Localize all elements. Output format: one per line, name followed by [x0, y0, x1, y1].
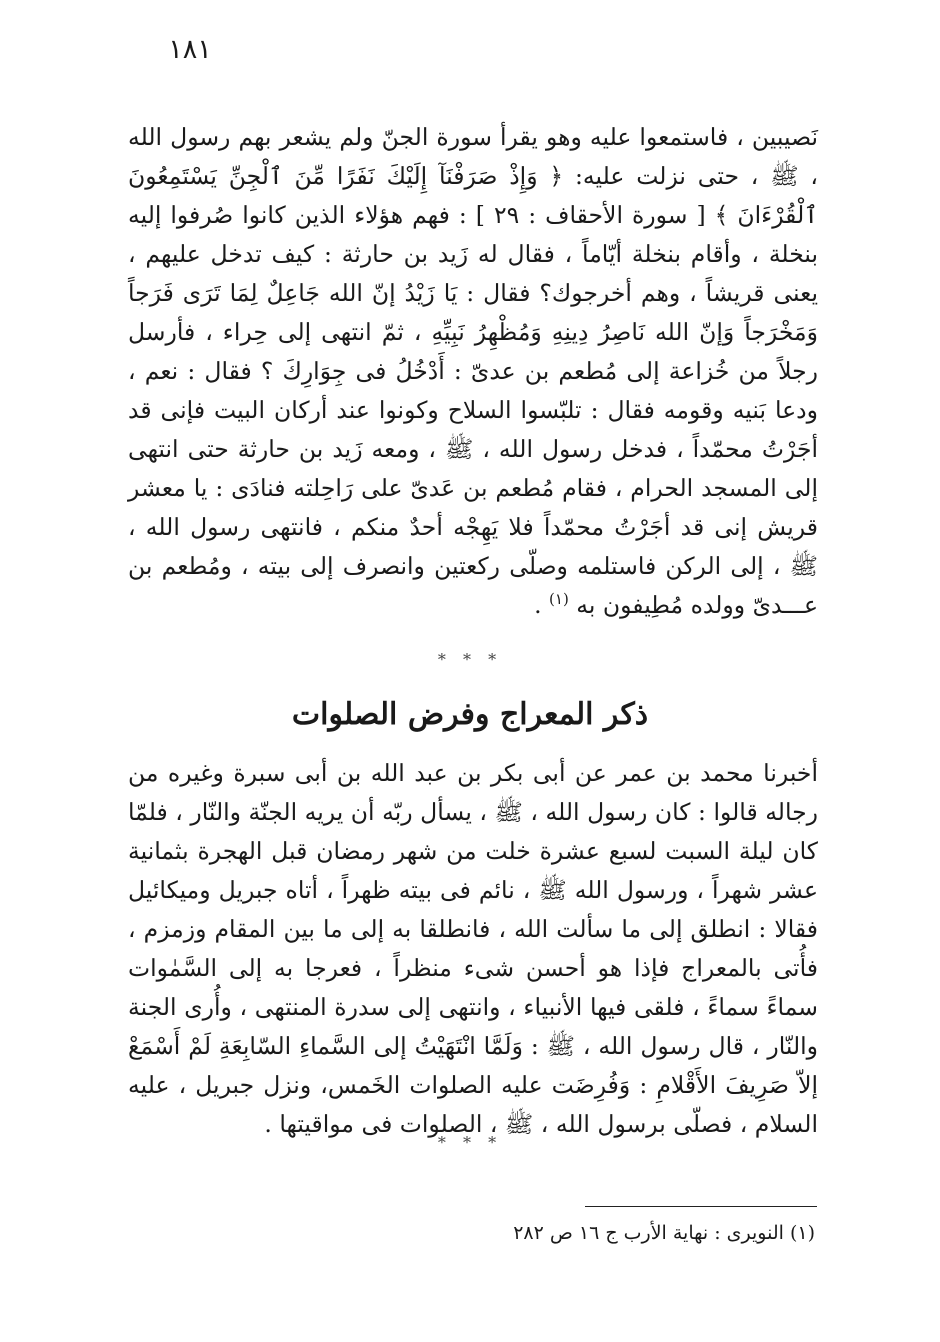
paragraph-1 — [128, 118, 818, 625]
paragraph-1-text: نَصيبين ، فاستمعوا عليه وهو يقرأ سورة الجنّ ولم يشعر بهم رسول الله ، ﷺ ، حتى نزلت عليه: ﴿ وَإِذْ صَرَفْنَآ إِلَيْكَ نَفَرًا مِّنَ ٱلْجِنِّ يَسْتَمِعُونَ ٱلْقُرْءَانَ ﴾ [ سورة الأحقاف : ٢٩ ] : فهم هؤلاء الذين كانوا صُرفوا إليه بنخلة ، وأقام بنخلة أيّاماً ، فقال له زَيد بن حارثة : كيف تدخل عليهم ، يعنى قريشاً ، وهم أخرجوك؟ فقال : يَا زَيْدُ إنّ الله جَاعِلٌ لِمَا تَرَى فَرَجاً وَمَخْرَجاً وَإنّ الله نَاصِرُ دِينِهِ وَمُظْهِرُ نَبِيِّهِ ، ثمّ انتهى إلى حِراء ، فأرسل رجلاً من خُزاعة إلى مُطعم بن عدىّ : أَدْخُلُ فى جِوَارِكَ ؟ فقال : نعم ، ودعا بَنيه وقومه فقال : تلبّسوا السلاح وكونوا عند أركان البيت فإنى قد أجَرْتُ محمّداً ، فدخل رسول الله ، ﷺ ، ومعه زَيد بن حارثة حتى انتهى إلى المسجد الحرام ، فقام مُطعم بن عَدىّ على رَاحِلته فنادَى : يا معشر قريش إنى قد أجَرْتُ محمّداً فلا يَهِجْه أحدٌ منكم ، فانتهى رسول الله ، ﷺ ، إلى الركن فاستلمه وصلّى ركعتين وانصرف إلى بيته ، ومُطعم بن عـــدىّ وولده مُطِيفون به — [128, 123, 818, 619]
footnote-reference: (١) — [549, 590, 569, 609]
paragraph-1-end: . — [534, 591, 550, 619]
paragraph-2: أخبرنا محمد بن عمر عن أبى بكر بن عبد الله بن أبى سبرة وغيره من رجاله قالوا : كان رسول الله ، ﷺ ، يسأل ربّه أن يريه الجنّة والنّار ، فلمّا كان ليلة السبت لسبع عشرة خلت من شهر رمضان قبل الهجرة بثمانية عشر شهراً ، ورسول الله ﷺ ، نائم فى بيته ظهراً ، أتاه جبريل وميكائيل فقالا : انطلق إلى ما سألت الله ، فانطلقا به إلى ما بين المقام وزمزم ، فأُتى بالمعراج فإذا هو أحسن شىء منظراً ، فعرجا به إلى السَّمٰوات سماءً سماءً ، فلقى فيها الأنبياء ، وانتهى إلى سدرة المنتهى ، وأُرى الجنة والنّار ، قال رسول الله ، ﷺ : وَلَمَّا انْتَهَيْتُ إلى السَّماءِ السّابِعَةِ لَمْ أَسْمَعْ إلاّ صَرِيفَ الأَقْلامِ : وَفُرِضَت عليه الصلوات الخَمس، ونزل جبريل ، عليه السلام ، فصلّى برسول الله ، ﷺ ، الصلوات فى مواقيتها . — [128, 759, 818, 1138]
end-separator: * * * — [437, 1133, 503, 1152]
page-number: ١٨١ — [168, 34, 212, 65]
footnote-divider — [585, 1206, 817, 1207]
section-separator: * * * — [437, 650, 503, 669]
section-text-block — [128, 754, 818, 1144]
section-heading: ذكر المعراج وفرض الصلوات — [291, 697, 649, 732]
main-text-block — [128, 118, 818, 625]
footnote: (١) النويرى : نهاية الأرب ج ١٦ ص ٢٨٢ — [513, 1222, 815, 1244]
